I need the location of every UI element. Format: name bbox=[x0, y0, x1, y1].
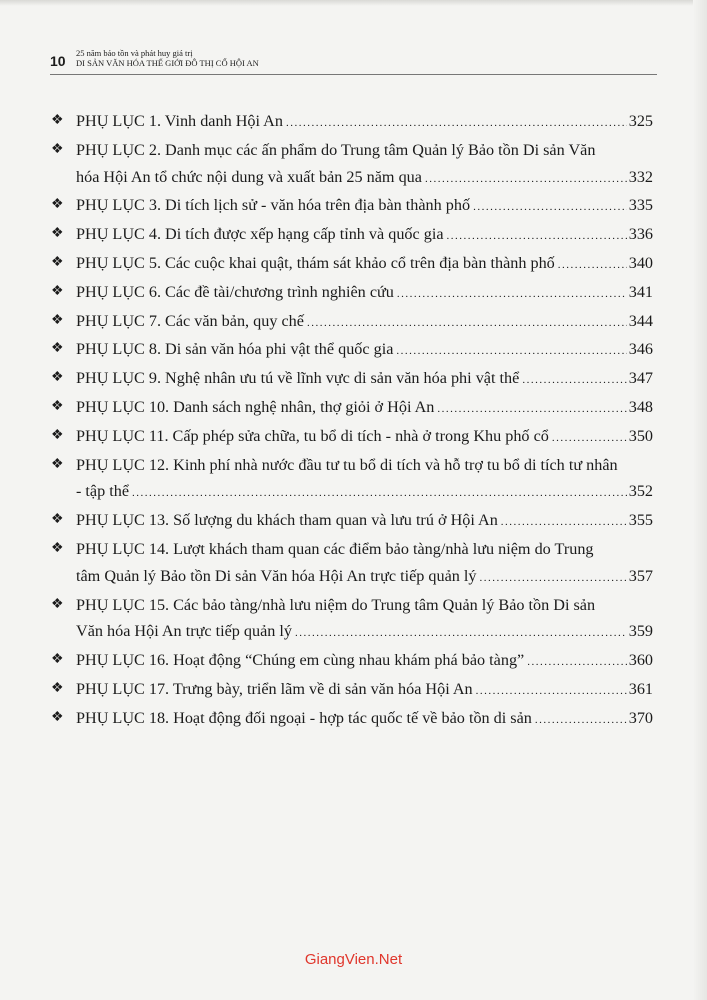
toc-entry[interactable] bbox=[50, 592, 657, 648]
toc-entry[interactable] bbox=[50, 394, 657, 423]
toc-entry-title-line-1: PHỤ LỤC 14. Lượt khách tham quan các điểm bảo tàng/nhà lưu niệm do Trung bbox=[76, 539, 594, 558]
toc-entry-title: PHỤ LỤC 16. Hoạt động “Chúng em cùng nhau khám phá bảo tàng” bbox=[76, 651, 525, 670]
toc-entry-page-number: 325 bbox=[628, 112, 653, 130]
four-diamond-bullet-icon: ❖ bbox=[51, 141, 64, 157]
toc-entry-line bbox=[76, 647, 657, 676]
page-number: 10 bbox=[50, 53, 66, 69]
toc-entry-page-number: 360 bbox=[628, 651, 653, 670]
toc-entry-line bbox=[76, 618, 657, 647]
toc-entry[interactable] bbox=[50, 423, 657, 452]
toc-entry[interactable] bbox=[50, 452, 657, 508]
toc-entry-title: PHỤ LỤC 18. Hoạt động đối ngoại - hợp tác quốc tế về bảo tồn di sản bbox=[76, 708, 532, 727]
toc-entry-page-number: 350 bbox=[628, 426, 653, 445]
toc-entry-page-number: 340 bbox=[628, 253, 653, 272]
toc-entry-title-line-1: PHỤ LỤC 2. Danh mục các ấn phẩm do Trung tâm Quản lý Bảo tồn Di sản Văn bbox=[76, 140, 596, 159]
four-diamond-bullet-icon: ❖ bbox=[51, 709, 64, 725]
dot-leader bbox=[535, 707, 627, 734]
toc-entry-line bbox=[76, 676, 657, 705]
toc-entry-page-number: 347 bbox=[628, 369, 653, 388]
dot-leader bbox=[473, 194, 627, 221]
toc-entry-title: - tập thể bbox=[76, 482, 130, 501]
toc-entry-title: tâm Quản lý Bảo tồn Di sản Văn hóa Hội An trực tiếp quản lý bbox=[76, 566, 477, 585]
four-diamond-bullet-icon: ❖ bbox=[51, 427, 64, 443]
toc-entry[interactable] bbox=[50, 250, 657, 279]
toc-entry[interactable] bbox=[50, 365, 657, 394]
toc-entry-line bbox=[76, 507, 657, 536]
dot-leader bbox=[522, 367, 626, 394]
four-diamond-bullet-icon: ❖ bbox=[51, 398, 64, 414]
toc-entry-page-number: 344 bbox=[628, 311, 653, 330]
four-diamond-bullet-icon: ❖ bbox=[51, 680, 64, 696]
toc-entry-title: PHỤ LỤC 6. Các đề tài/chương trình nghiên cứu bbox=[76, 282, 394, 301]
toc-entry-page-number: 348 bbox=[628, 397, 653, 416]
toc-entry-line bbox=[76, 164, 657, 193]
toc-entry-line bbox=[76, 336, 657, 365]
toc-entry[interactable] bbox=[50, 705, 657, 734]
four-diamond-bullet-icon: ❖ bbox=[51, 652, 64, 668]
toc-entry-page-number: 332 bbox=[628, 167, 653, 186]
toc-entry-line bbox=[76, 192, 657, 221]
toc-entry-title: PHỤ LỤC 13. Số lượng du khách tham quan và lưu trú ở Hội An bbox=[76, 511, 498, 530]
dot-leader bbox=[295, 620, 627, 647]
header-divider bbox=[50, 74, 657, 75]
toc-entry-title: PHỤ LỤC 1. Vinh danh Hội An bbox=[76, 112, 283, 130]
dot-leader bbox=[307, 310, 627, 337]
toc-entry-line bbox=[76, 705, 657, 734]
toc-entry-title: PHỤ LỤC 5. Các cuộc khai quật, thám sát khảo cổ trên địa bàn thành phố bbox=[76, 253, 555, 272]
four-diamond-bullet-icon: ❖ bbox=[51, 540, 64, 556]
four-diamond-bullet-icon: ❖ bbox=[51, 312, 64, 328]
four-diamond-bullet-icon: ❖ bbox=[51, 197, 64, 213]
dot-leader bbox=[286, 110, 627, 137]
toc-entry-page-number: 336 bbox=[628, 225, 653, 244]
toc-entry-page-number: 361 bbox=[628, 679, 653, 698]
toc-entry-title: PHỤ LỤC 7. Các văn bản, quy chế bbox=[76, 311, 304, 330]
four-diamond-bullet-icon: ❖ bbox=[51, 254, 64, 270]
four-diamond-bullet-icon: ❖ bbox=[51, 456, 64, 472]
table-of-contents bbox=[50, 108, 657, 734]
toc-entry[interactable] bbox=[50, 647, 657, 676]
dot-leader bbox=[437, 396, 626, 423]
page-top-edge bbox=[0, 0, 707, 6]
dot-leader bbox=[447, 223, 627, 250]
toc-entry-title: PHỤ LỤC 9. Nghệ nhân ưu tú về lĩnh vực di sản văn hóa phi vật thể bbox=[76, 369, 520, 388]
toc-entry-line bbox=[76, 308, 657, 337]
four-diamond-bullet-icon: ❖ bbox=[51, 113, 64, 128]
page-right-edge bbox=[693, 0, 707, 1000]
toc-entry-title-line-1: PHỤ LỤC 15. Các bảo tàng/nhà lưu niệm do Trung tâm Quản lý Bảo tồn Di sản bbox=[76, 595, 596, 614]
toc-entry-title: hóa Hội An tổ chức nội dung và xuất bản 25 năm qua bbox=[76, 167, 422, 186]
toc-entry-line bbox=[76, 250, 657, 279]
toc-entry-line bbox=[76, 221, 657, 250]
dot-leader bbox=[397, 281, 627, 308]
toc-entry-line bbox=[76, 423, 657, 452]
toc-entry-title: Văn hóa Hội An trực tiếp quản lý bbox=[76, 622, 293, 641]
toc-entry-line bbox=[76, 279, 657, 308]
dot-leader bbox=[396, 338, 626, 365]
four-diamond-bullet-icon: ❖ bbox=[51, 512, 64, 528]
toc-entry-title: PHỤ LỤC 17. Trưng bày, triển lãm về di sản văn hóa Hội An bbox=[76, 679, 473, 698]
toc-entry-line bbox=[76, 365, 657, 394]
four-diamond-bullet-icon: ❖ bbox=[51, 341, 64, 357]
toc-entry-page-number: 370 bbox=[628, 708, 653, 727]
toc-entry-page-number: 359 bbox=[628, 622, 653, 641]
toc-entry-title: PHỤ LỤC 8. Di sản văn hóa phi vật thể quốc gia bbox=[76, 340, 394, 359]
toc-entry-title: PHỤ LỤC 4. Di tích được xếp hạng cấp tỉnh và quốc gia bbox=[76, 225, 444, 244]
toc-entry-title-line-1: PHỤ LỤC 12. Kinh phí nhà nước đầu tư tu bổ di tích và hỗ trợ tu bổ di tích tư nhân bbox=[76, 455, 618, 474]
toc-entry[interactable] bbox=[50, 507, 657, 536]
running-header-title bbox=[76, 48, 259, 68]
toc-entry-line bbox=[76, 108, 657, 137]
four-diamond-bullet-icon: ❖ bbox=[51, 370, 64, 386]
toc-entry[interactable] bbox=[50, 279, 657, 308]
toc-entry-line bbox=[76, 478, 657, 507]
toc-entry[interactable] bbox=[50, 192, 657, 221]
dot-leader bbox=[476, 678, 627, 705]
dot-leader bbox=[527, 649, 626, 676]
toc-entry[interactable] bbox=[50, 137, 657, 193]
toc-entry[interactable] bbox=[50, 536, 657, 592]
toc-entry[interactable] bbox=[50, 221, 657, 250]
toc-entry[interactable] bbox=[50, 308, 657, 337]
dot-leader bbox=[132, 480, 627, 507]
dot-leader bbox=[558, 252, 627, 279]
four-diamond-bullet-icon: ❖ bbox=[51, 283, 64, 299]
toc-entry-line bbox=[76, 563, 657, 592]
dot-leader bbox=[425, 166, 627, 193]
toc-entry-page-number: 357 bbox=[628, 566, 653, 585]
toc-entry-line bbox=[76, 394, 657, 423]
toc-entry[interactable] bbox=[50, 108, 657, 137]
dot-leader bbox=[480, 565, 627, 592]
dot-leader bbox=[501, 509, 627, 536]
toc-entry[interactable] bbox=[50, 336, 657, 365]
toc-entry-page-number: 355 bbox=[628, 511, 653, 530]
running-header-line-2: DI SẢN VĂN HÓA THẾ GIỚI ĐÔ THỊ CỔ HỘI AN bbox=[76, 58, 259, 68]
dot-leader bbox=[552, 425, 627, 452]
toc-entry[interactable] bbox=[50, 676, 657, 705]
toc-entry-page-number: 335 bbox=[628, 196, 653, 215]
running-header-line-1: 25 năm bảo tồn và phát huy giá trị bbox=[76, 48, 193, 58]
four-diamond-bullet-icon: ❖ bbox=[51, 226, 64, 242]
four-diamond-bullet-icon: ❖ bbox=[51, 596, 64, 612]
toc-entry-title: PHỤ LỤC 11. Cấp phép sửa chữa, tu bổ di tích - nhà ở trong Khu phố cổ bbox=[76, 426, 549, 445]
toc-entry-title: PHỤ LỤC 10. Danh sách nghệ nhân, thợ giỏi ở Hội An bbox=[76, 397, 435, 416]
toc-entry-page-number: 352 bbox=[628, 482, 653, 501]
toc-entry-page-number: 341 bbox=[628, 282, 653, 301]
watermark: GiangVien.Net bbox=[304, 951, 403, 968]
toc-entry-title: PHỤ LỤC 3. Di tích lịch sử - văn hóa trên địa bàn thành phố bbox=[76, 196, 471, 215]
toc-entry-page-number: 346 bbox=[628, 340, 653, 359]
